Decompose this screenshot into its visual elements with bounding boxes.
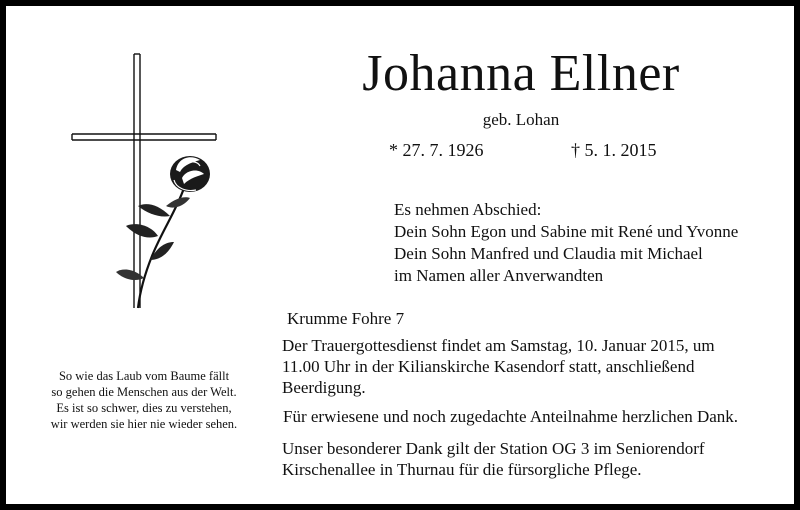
- poem-line: Es ist so schwer, dies zu verstehen,: [56, 401, 232, 415]
- service-line: 11.00 Uhr in der Kilianskirche Kasendorf statt, anschließend: [282, 357, 695, 376]
- poem-line: wir werden sie hier nie wieder sehen.: [50, 417, 238, 431]
- special-thanks: [282, 438, 705, 480]
- birth-date: * 27. 7. 1926: [389, 140, 484, 160]
- death-date: † 5. 1. 2015: [571, 140, 657, 160]
- thanks-line: Unser besonderer Dank gilt der Station OG 3 im Seniorendorf: [282, 439, 705, 458]
- condolence-thanks: Für erwiesene und noch zugedachte Anteilnahme herzlichen Dank.: [283, 407, 739, 426]
- memorial-poem: [28, 368, 260, 432]
- address: Krumme Fohre 7: [287, 309, 405, 328]
- farewell-block: [394, 199, 738, 287]
- farewell-line: Dein Sohn Egon und Sabine mit René und Yvonne: [394, 222, 739, 241]
- service-notice: [282, 335, 782, 398]
- poem-line: So wie das Laub vom Baume fällt: [58, 369, 230, 383]
- poem-line: so gehen die Menschen aus der Welt.: [51, 385, 237, 399]
- farewell-line: im Namen aller Anverwandten: [394, 266, 604, 285]
- service-line: Der Trauergottesdienst findet am Samstag, 10. Januar 2015, um: [282, 336, 715, 355]
- maiden-name: geb. Lohan: [482, 110, 560, 129]
- deceased-name: Johanna Ellner: [362, 45, 680, 102]
- farewell-line: Es nehmen Abschied:: [394, 200, 542, 219]
- farewell-line: Dein Sohn Manfred und Claudia mit Michael: [394, 244, 703, 263]
- thanks-line: Kirschenallee in Thurnau für die fürsorgliche Pflege.: [282, 460, 642, 479]
- service-line: Beerdigung.: [282, 378, 366, 397]
- cross-with-rose-icon: [66, 46, 226, 316]
